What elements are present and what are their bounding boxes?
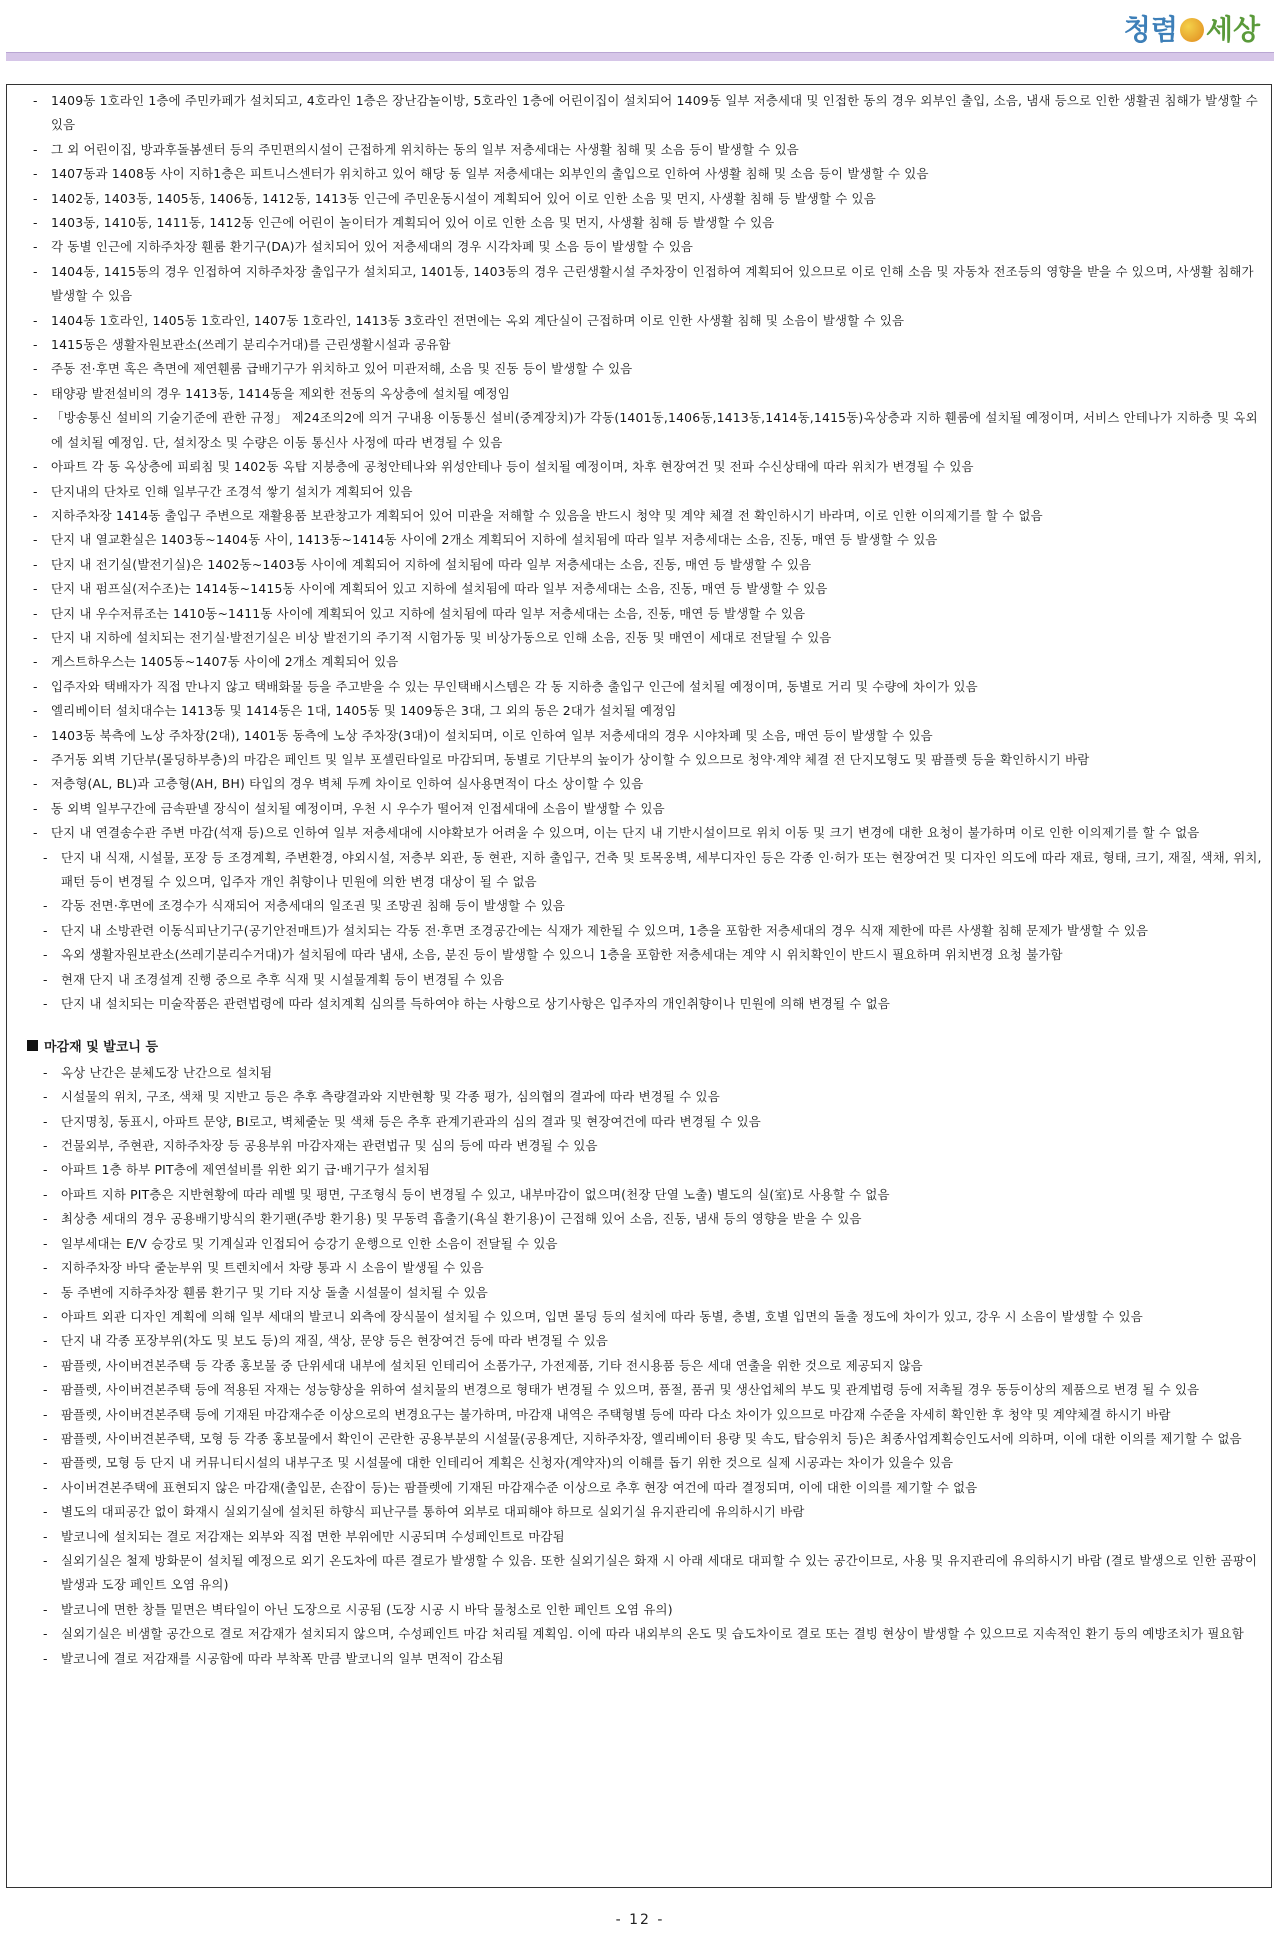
content-box: [6, 84, 1272, 1888]
list-item: [21, 1158, 1265, 1182]
list-item-text: 실외기실은 비샘할 공간으로 결로 저감재가 설치되지 않으며, 수성페인트 마감 처리될 계획임. 이에 따라 내외부의 온도 및 습도차이로 결로 또는 결빙 현상이 발생할 수 있으므로 지속적인 환기 등의 예방조치가 필요함: [61, 1626, 1244, 1642]
list-item-text: 단지명칭, 동표시, 아파트 문양, BI로고, 벽체줄눈 및 색채 등은 추후 관계기관과의 심의 결과 및 현장여건에 따라 변경될 수 있음: [61, 1113, 761, 1129]
list-item: [21, 992, 1265, 1016]
list-item: [21, 1598, 1265, 1622]
dash-bullet: -: [43, 1552, 48, 1568]
list-item: [21, 1476, 1265, 1500]
list-item-text: 주거동 외벽 기단부(몰딩하부층)의 마감은 페인트 및 일부 포셀린타일로 마감되며, 동별로 기단부의 높이가 상이할 수 있으므로 청약·계약 체결 전 단지모형도 및 팜플렛 등을 확인하시기 바람: [51, 751, 1090, 767]
section-title-text: 마감재 및 발코니 등: [44, 1040, 159, 1056]
list-item-text: 단지 내 식재, 시설물, 포장 등 조경계획, 주변환경, 야외시설, 저층부 외관, 동 현관, 지하 출입구, 건축 및 토목옹벽, 세부디자인 등은 각종 인·허가 또는 현장여건 및 디자인 의도에 따라 재료, 형태, 크기, 재질, 색채, 위치, 패턴 등이 변경될 수 있으며, 입주자 개인 취향이나 민원에 의한 변경 대상이 될 수 없음: [61, 849, 1262, 889]
dash-bullet: -: [43, 898, 48, 914]
section-title-finishes: [21, 1036, 1265, 1060]
dash-bullet: -: [43, 1064, 48, 1080]
logo-globe-icon: [1180, 18, 1204, 42]
list-item: [21, 260, 1265, 309]
list-item: [21, 333, 1265, 357]
list-item-text: 단지 내 펌프실(저수조)는 1414동~1415동 사이에 계획되어 있고 지하에 설치됨에 따라 일부 저층세대는 소음, 진동, 매연 등 발생할 수 있음: [51, 581, 828, 597]
list-item-text: 아파트 1층 하부 PIT층에 제연설비를 위한 외기 급·배기구가 설치됨: [61, 1162, 430, 1178]
list-item-text: 엘리베이터 설치대수는 1413동 및 1414동은 1대, 1405동 및 1409동은 3대, 그 외의 동은 2대가 설치될 예정임: [51, 703, 677, 719]
list-item-text: 팜플렛, 사이버견본주택 등에 적용된 자재는 성능향상을 위하여 설치물의 변경으로 형태가 변경될 수 있으며, 품절, 품귀 및 생산업체의 부도 및 관계법령 등에 저촉될 경우 동등이상의 제품으로 변경 될 수 있음: [61, 1382, 1200, 1398]
list-item-text: 동 주변에 지하주차장 휀룸 환기구 및 기타 지상 돌출 시설물이 설치될 수 있음: [61, 1284, 488, 1300]
dash-bullet: -: [43, 1430, 48, 1446]
dash-bullet: -: [43, 947, 48, 963]
list-item-text: 단지 내 우수저류조는 1410동~1411동 사이에 계획되어 있고 지하에 설치됨에 따라 일부 저층세대는 소음, 진동, 매연 등 발생할 수 있음: [51, 605, 806, 621]
dash-bullet: -: [33, 410, 38, 426]
dash-bullet: -: [33, 800, 38, 816]
list-item: [21, 675, 1265, 699]
list-item-text: 건물외부, 주현관, 지하주차장 등 공용부위 마감자재는 관련법규 및 심의 등에 따라 변경될 수 있음: [61, 1138, 598, 1154]
dash-bullet: -: [43, 1455, 48, 1471]
list-item: [21, 919, 1265, 943]
list-item-text: 단지 내 열교환실은 1403동~1404동 사이, 1413동~1414동 사이에 2개소 계획되어 지하에 설치됨에 따라 일부 저층세대는 소음, 진동, 매연 등 발생할 수 있음: [51, 532, 938, 548]
square-bullet-icon: [27, 1040, 38, 1051]
list-item: [21, 1207, 1265, 1231]
dash-bullet: -: [33, 166, 38, 182]
list-item-text: 저층형(AL, BL)과 고층형(AH, BH) 타입의 경우 벽체 두께 차이로 인하여 실사용면적이 다소 상이할 수 있음: [51, 776, 644, 792]
list-item-text: 지하주차장 1414동 출입구 주변으로 재활용품 보관창고가 계획되어 있어 미관을 저해할 수 있음을 반드시 청약 및 계약 체결 전 확인하시기 바라며, 이로 인한 이의제기를 할 수 없음: [51, 507, 1043, 523]
dash-bullet: -: [33, 93, 38, 108]
list-item-text: 발코니에 결로 저감재를 시공함에 따라 부착폭 만큼 발코니의 일부 면적이 감소됨: [61, 1650, 504, 1666]
dash-bullet: -: [33, 581, 38, 597]
list-item: [21, 138, 1265, 162]
page-number: - 12 -: [615, 1912, 665, 1928]
dash-bullet: -: [33, 776, 38, 792]
dash-bullet: -: [43, 1235, 48, 1251]
list-item: [21, 187, 1265, 211]
list-item: [21, 724, 1265, 748]
list-item-text: 단지 내 각종 포장부위(차도 및 보도 등)의 재질, 색상, 문양 등은 현장여건 등에 따라 변경될 수 있음: [61, 1333, 608, 1349]
list-item: [21, 1110, 1265, 1134]
dash-bullet: -: [33, 654, 38, 670]
list-item-text: 단지 내 설치되는 미술작품은 관련법령에 따라 설치계획 심의를 득하여야 하는 사항으로 상기사항은 입주자의 개인취향이나 민원에 의해 변경될 수 없음: [61, 996, 890, 1012]
list-item: [21, 1305, 1265, 1329]
list-item-text: 단지 내 전기실(발전기실)은 1402동~1403동 사이에 계획되어 지하에 설치됨에 따라 일부 저층세대는 소음, 진동, 매연 등 발생할 수 있음: [51, 556, 812, 572]
list-item-text: 팜플렛, 사이버견본주택 등 각종 홍보물 중 단위세대 내부에 설치된 인테리어 소품가구, 가전제품, 기타 전시용품 등은 세대 연출을 위한 것으로 제공되지 않음: [61, 1357, 923, 1373]
dash-bullet: -: [43, 1626, 48, 1642]
list-item: [21, 1378, 1265, 1402]
dash-bullet: -: [33, 556, 38, 572]
list-item: [21, 1451, 1265, 1475]
dash-bullet: -: [33, 751, 38, 767]
dash-bullet: -: [43, 1284, 48, 1300]
list-item: [21, 309, 1265, 333]
list-item: [21, 1500, 1265, 1524]
list-item-text: 별도의 대피공간 없이 화재시 실외기실에 설치된 하향식 피난구를 통하여 외부로 대피해야 하므로 실외기실 유지관리에 유의하시기 바람: [61, 1504, 805, 1520]
logo-text-1: 청렴: [1123, 13, 1178, 46]
list-item: [21, 943, 1265, 967]
dash-bullet: -: [43, 1650, 48, 1666]
dash-bullet: -: [43, 1601, 48, 1617]
dash-bullet: -: [43, 1113, 48, 1129]
list-item: [21, 1354, 1265, 1378]
dash-bullet: -: [43, 849, 48, 865]
dash-bullet: -: [33, 727, 38, 743]
list-item: [21, 894, 1265, 918]
dash-bullet: -: [43, 1504, 48, 1520]
dash-bullet: -: [43, 1528, 48, 1544]
list-item: [21, 577, 1265, 601]
list-item-text: 팜플렛, 사이버견본주택, 모형 등 각종 홍보물에서 확인이 곤란한 공용부분의 시설물(공용계단, 지하주차장, 엘리베이터 용량 및 속도, 탑승위치 등)은 최종사업계획승인도서에 의하며, 이에 대한 이의를 제기할 수 없음: [61, 1430, 1242, 1446]
dash-bullet: -: [33, 385, 38, 401]
dash-bullet: -: [43, 1357, 48, 1373]
dash-bullet: -: [43, 1162, 48, 1178]
dash-bullet: -: [43, 1186, 48, 1202]
list-item: [21, 650, 1265, 674]
list-item: [21, 602, 1265, 626]
dash-bullet: -: [43, 971, 48, 987]
dash-bullet: -: [33, 239, 38, 255]
list-item-text: 1403동, 1410동, 1411동, 1412동 인근에 어린이 놀이터가 계획되어 있어 이로 인한 소음 및 먼지, 사생활 침해 등 발생할 수 있음: [51, 215, 775, 231]
list-item: [21, 1085, 1265, 1109]
list-item: [21, 1427, 1265, 1451]
dash-bullet: -: [43, 922, 48, 938]
dash-bullet: -: [43, 996, 48, 1012]
dash-bullet: -: [33, 141, 38, 157]
list-item-text: 그 외 어린이집, 방과후돌봄센터 등의 주민편의시설이 근접하게 위치하는 동의 일부 저층세대는 사생활 침해 및 소음 등이 발생할 수 있음: [51, 141, 799, 157]
list-item-text: 1407동과 1408동 사이 지하1층은 피트니스센터가 위치하고 있어 해당 동 일부 저층세대는 외부인의 출입으로 인하여 사생활 침해 및 소음 등이 발생할 수 있음: [51, 166, 929, 182]
list-item-text: 옥외 생활자원보관소(쓰레기분리수거대)가 설치됨에 따라 냄새, 소음, 분진 등이 발생할 수 있으니 1층을 포함한 저층세대는 계약 시 위치확인이 반드시 필요하며 위치변경 요청 불가함: [61, 947, 1063, 963]
list-item: [21, 89, 1265, 138]
list-item: [21, 1329, 1265, 1353]
dash-bullet: -: [33, 825, 38, 841]
notice-list-general: [21, 89, 1265, 846]
list-item-text: 사이버견본주택에 표현되지 않은 마감재(출입문, 손잡이 등)는 팜플렛에 기재된 마감재수준 이상으로 추후 현장 여건에 따라 결정되며, 이에 대한 이의를 제기할 수 없음: [61, 1479, 978, 1495]
dash-bullet: -: [43, 1308, 48, 1324]
list-item: [21, 211, 1265, 235]
list-item: [21, 1549, 1265, 1598]
dash-bullet: -: [33, 361, 38, 377]
list-item: [21, 357, 1265, 381]
list-item: [21, 968, 1265, 992]
dash-bullet: -: [33, 263, 38, 279]
list-item: [21, 699, 1265, 723]
list-item-text: 현재 단지 내 조경설계 진행 중으로 추후 식재 및 시설물계획 등이 변경될 수 있음: [61, 971, 505, 987]
list-item-text: 입주자와 택배자가 직접 만나지 않고 택배화물 등을 주고받을 수 있는 무인택배시스템은 각 동 지하층 출입구 인근에 설치될 예정이며, 동별로 거리 및 수량에 차이가 있음: [51, 678, 978, 694]
list-item-text: 아파트 외관 디자인 계획에 의해 일부 세대의 발코니 외측에 장식물이 설치될 수 있으며, 입면 몰딩 등의 설치에 따라 동별, 층별, 호별 입면의 돌출 정도에 차이가 있고, 강우 시 소음이 발생할 수 있음: [61, 1308, 1143, 1324]
list-item-text: 일부세대는 E/V 승강로 및 기계실과 인접되어 승강기 운행으로 인한 소음이 전달될 수 있음: [61, 1235, 558, 1251]
list-item: [21, 1183, 1265, 1207]
list-item: [21, 1403, 1265, 1427]
list-item-text: 아파트 각 동 옥상층에 피뢰침 및 1402동 옥탑 지붕층에 공청안테나와 위성안테나 등이 설치될 예정이며, 차후 현장여건 및 전파 수신상태에 따라 위치가 변경될 수 있음: [51, 459, 974, 475]
list-item: [21, 821, 1265, 845]
dash-bullet: -: [43, 1260, 48, 1276]
list-item: [21, 553, 1265, 577]
dash-bullet: -: [33, 532, 38, 548]
list-item-text: 단지내의 단차로 인해 일부구간 조경석 쌓기 설치가 계획되어 있음: [51, 483, 413, 499]
dash-bullet: -: [33, 337, 38, 353]
list-item: [21, 382, 1265, 406]
list-item-text: 게스트하우스는 1405동~1407동 사이에 2개소 계획되어 있음: [51, 654, 399, 670]
list-item-text: 단지 내 연결송수관 주변 마감(석재 등)으로 인하여 일부 저층세대에 시야확보가 어려울 수 있으며, 이는 단지 내 기반시설이므로 위치 이동 및 크기 변경에 대한 요청이 불가하며 이로 인한 이의제기를 할 수 없음: [51, 825, 1200, 841]
list-item: [21, 1622, 1265, 1646]
list-item-text: 1404동, 1415동의 경우 인접하여 지하주차장 출입구가 설치되고, 1401동, 1403동의 경우 근린생활시설 주차장이 인접하여 계획되어 있으므로 이로 인해 소음 및 자동차 전조등의 영향을 받을 수 있으며, 사생활 침해가 발생할 수 있음: [51, 263, 1254, 304]
list-item: [21, 1134, 1265, 1158]
dash-bullet: -: [33, 215, 38, 231]
list-item: [21, 1232, 1265, 1256]
list-item-text: 태양광 발전설비의 경우 1413동, 1414동을 제외한 전동의 옥상층에 설치될 예정임: [51, 385, 510, 401]
dash-bullet: -: [43, 1089, 48, 1105]
list-item-text: 팜플렛, 사이버견본주택 등에 기재된 마감재수준 이상으로의 변경요구는 불가하며, 마감재 내역은 주택형별 등에 따라 다소 차이가 있으므로 마감재 수준을 자세히 확인한 후 청약 및 계약체결 하시기 바람: [61, 1406, 1171, 1422]
list-item-text: 발코니에 설치되는 결로 저감재는 외부와 직접 면한 부위에만 시공되며 수성페인트로 마감됨: [61, 1528, 565, 1544]
dash-bullet: -: [33, 605, 38, 621]
list-item: [21, 455, 1265, 479]
list-item: [21, 626, 1265, 650]
list-item-text: 실외기실은 철제 방화문이 설치될 예정으로 외기 온도차에 따른 결로가 발생할 수 있음. 또한 실외기실은 화재 시 아래 세대로 대피할 수 있는 공간이므로, 사용 및 유지관리에 유의하시기 바람 (결로 발생으로 인한 곰팡이 발생과 도장 페인트 오염 유의): [61, 1552, 1258, 1593]
list-item-text: 1415동은 생활자원보관소(쓰레기 분리수거대)를 근린생활시설과 공유함: [51, 337, 451, 353]
list-item-text: 1403동 북측에 노상 주차장(2대), 1401동 동측에 노상 주차장(3대)이 설치되며, 이로 인하여 일부 저층세대의 경우 시야차폐 및 소음, 매연 등이 발생할 수 있음: [51, 727, 933, 743]
dash-bullet: -: [33, 190, 38, 206]
list-item-text: 1409동 1호라인 1층에 주민카페가 설치되고, 4호라인 1층은 장난감놀이방, 5호라인 1층에 어린이집이 설치되어 1409동 일부 저층세대 및 인접한 동의 경우 외부인 출입, 소음, 냄새 등으로 인한 생활권 침해가 발생할 수 있음: [51, 93, 1258, 133]
dash-bullet: -: [43, 1138, 48, 1154]
dash-bullet: -: [43, 1382, 48, 1398]
dash-bullet: -: [33, 483, 38, 499]
list-item-text: 각동 전면·후면에 조경수가 식재되어 저층세대의 일조권 및 조망권 침해 등이 발생할 수 있음: [61, 898, 566, 914]
list-item-text: 1404동 1호라인, 1405동 1호라인, 1407동 1호라인, 1413동 3호라인 전면에는 옥외 계단실이 근접하며 이로 인한 사생활 침해 및 소음이 발생할 수 있음: [51, 312, 905, 328]
notice-list-finishes: [21, 1061, 1265, 1671]
list-item-text: 시설물의 위치, 구조, 색채 및 지반고 등은 추후 측량결과와 지반현황 및 각종 평가, 심의협의 결과에 따라 변경될 수 있음: [61, 1089, 720, 1105]
dash-bullet: -: [43, 1333, 48, 1349]
list-item: [21, 504, 1265, 528]
list-item: [21, 480, 1265, 504]
list-item: [21, 406, 1265, 455]
list-item: [21, 235, 1265, 259]
list-item-text: 팜플렛, 모형 등 단지 내 커뮤니티시설의 내부구조 및 시설물에 대한 인테리어 계획은 신청자(계약자)의 이해를 돕기 위한 것으로 실제 시공과는 차이가 있을수 있음: [61, 1455, 954, 1471]
dash-bullet: -: [33, 629, 38, 645]
list-item: [21, 1525, 1265, 1549]
list-item-text: 「방송통신 설비의 기술기준에 관한 규정」 제24조의2에 의거 구내용 이동통신 설비(중계장치)가 각동(1401동,1406동,1413동,1414동,1415동)옥상층과 지하 휀룸에 설치될 예정이며, 서비스 안테나가 지하층 및 옥외에 설치될 예정임. 단, 설치장소 및 수량은 이동 통신사 사정에 따라 변경될 수 있음: [51, 410, 1258, 450]
list-item-text: 1402동, 1403동, 1405동, 1406동, 1412동, 1413동 인근에 주민운동시설이 계획되어 있어 이로 인한 소음 및 먼지, 사생활 침해 등 발생할 수 있음: [51, 190, 876, 206]
list-item-text: 최상층 세대의 경우 공용배기방식의 환기팬(주방 환기용) 및 무동력 흡출기(욕실 환기용)이 근접해 있어 소음, 진동, 냄새 등의 영향을 받을 수 있음: [61, 1211, 862, 1227]
dash-bullet: -: [33, 678, 38, 694]
list-item: [21, 528, 1265, 552]
dash-bullet: -: [33, 703, 38, 719]
list-item-text: 주동 전·후면 혹은 측면에 제연휀룸 급배기구가 위치하고 있어 미관저해, 소음 및 진동 등이 발생할 수 있음: [51, 361, 633, 377]
dash-bullet: -: [33, 507, 38, 523]
list-item: [21, 748, 1265, 772]
list-item: [21, 1281, 1265, 1305]
list-item-text: 발코니에 면한 창틀 밑면은 벽타일이 아닌 도장으로 시공됨 (도장 시공 시 바닥 물청소로 인한 페인트 오염 유의): [61, 1601, 673, 1617]
list-item: [21, 1256, 1265, 1280]
dash-bullet: -: [43, 1479, 48, 1495]
logo-text-2: 세상: [1205, 13, 1260, 46]
list-item-text: 옥상 난간은 분체도장 난간으로 설치됨: [61, 1064, 273, 1080]
list-item-text: 각 동별 인근에 지하주차장 휀룸 환기구(DA)가 설치되어 있어 저층세대의 경우 시각차폐 및 소음 등이 발생할 수 있음: [51, 239, 694, 255]
list-item-text: 단지 내 소방관련 이동식피난기구(공기안전매트)가 설치되는 각동 전·후면 조경공간에는 식재가 제한될 수 있으며, 1층을 포함한 저층세대의 경우 식재 제한에 따른 사생활 침해 문제가 발생할 수 있음: [61, 922, 1149, 938]
dash-bullet: -: [43, 1211, 48, 1227]
list-item-text: 지하주차장 바닥 줄눈부위 및 트렌치에서 차량 통과 시 소음이 발생될 수 있음: [61, 1260, 484, 1276]
list-item: [21, 1647, 1265, 1671]
list-item-text: 동 외벽 일부구간에 금속판넬 장식이 설치될 예정이며, 우천 시 우수가 떨어져 인접세대에 소음이 발생할 수 있음: [51, 800, 665, 816]
dash-bullet: -: [33, 312, 38, 328]
notice-list-landscape: [21, 846, 1265, 1017]
header-bar: [6, 52, 1274, 61]
list-item-text: 아파트 지하 PIT층은 지반현황에 따라 레벨 및 평면, 구조형식 등이 변경될 수 있고, 내부마감이 없으며(천장 단열 노출) 별도의 실(室)로 사용할 수 없음: [61, 1186, 890, 1202]
dash-bullet: -: [33, 459, 38, 475]
list-item: [21, 1061, 1265, 1085]
list-item-text: 단지 내 지하에 설치되는 전기실·발전기실은 비상 발전기의 주기적 시험가동 및 비상가동으로 인해 소음, 진동 및 매연이 세대로 전달될 수 있음: [51, 629, 832, 645]
list-item: [21, 772, 1265, 796]
logo: [1124, 8, 1260, 48]
dash-bullet: -: [43, 1406, 48, 1422]
list-item: [21, 846, 1265, 895]
list-item: [21, 162, 1265, 186]
list-item: [21, 797, 1265, 821]
